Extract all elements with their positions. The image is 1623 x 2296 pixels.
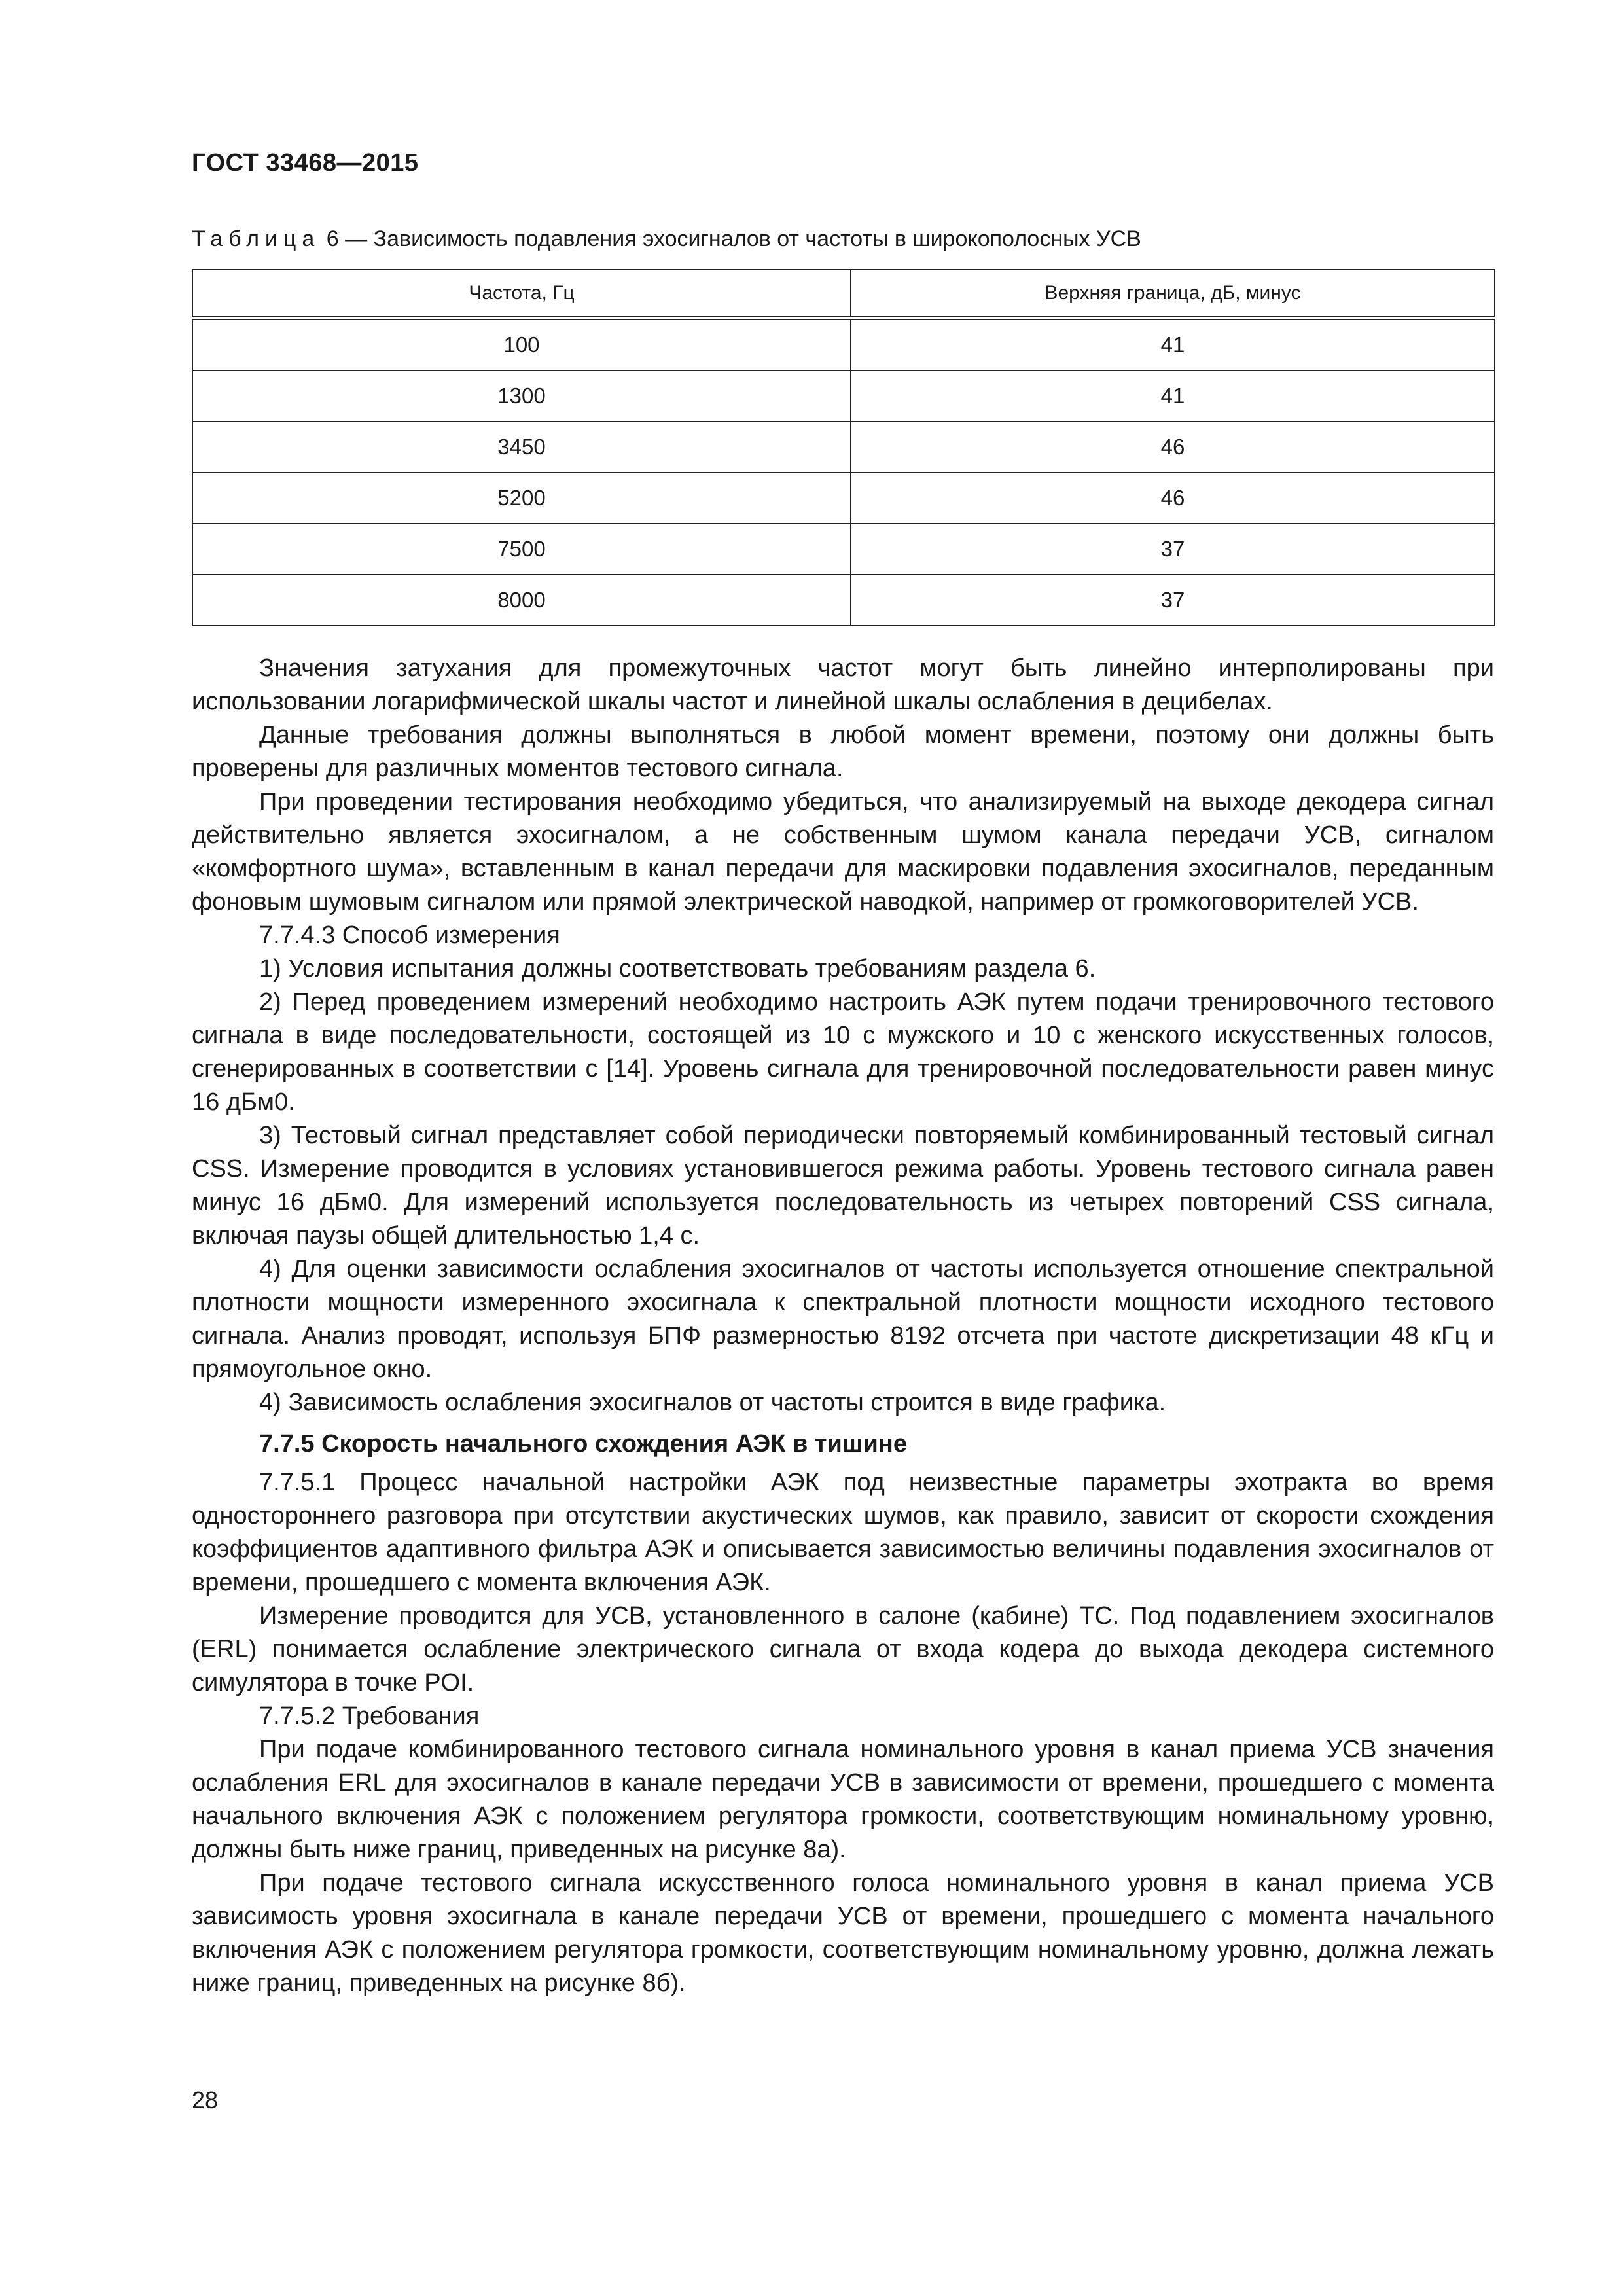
frequency-cell: 100 xyxy=(192,318,851,370)
table-row xyxy=(192,575,1495,626)
list-item-4-graph: 4) Зависимость ослабления эхосигналов от частоты строится в виде графика. xyxy=(259,1389,1166,1416)
table-row xyxy=(192,422,1495,473)
list-item-1: 1) Условия испытания должны соответствовать требованиям раздела 6. xyxy=(259,955,1096,982)
paragraph-measurement-erl: Измерение проводится для УСВ, установленного в салоне (кабине) ТС. Под подавлением эхосигналов (ERL) понимается ослабление электрического сигнала от входа кодера до выхода декодера системного симулятора в точке POI. xyxy=(192,1602,1494,1696)
document-code: ГОСТ 33468—2015 xyxy=(192,149,419,177)
frequency-cell: 8000 xyxy=(192,575,851,626)
upper-limit-cell: 41 xyxy=(851,370,1495,422)
upper-limit-cell: 37 xyxy=(851,524,1495,575)
subclause-7-7-4-3: 7.7.4.3 Способ измерения xyxy=(259,922,560,949)
frequency-echo-suppression-table xyxy=(192,269,1495,626)
table-caption-title: 6 — Зависимость подавления эхосигналов от частоты в широкополосных УСВ xyxy=(320,226,1141,251)
section-heading-7-7-5: 7.7.5 Скорость начального схождения АЭК в тишине xyxy=(259,1430,907,1458)
column-header-upper-limit: Верхняя граница, дБ, минус xyxy=(851,270,1495,318)
paragraph-requirement-8b: При подаче тестового сигнала искусственного голоса номинального уровня в канал приема УСВ зависимость уровня эхосигнала в канале передачи УСВ от времени, прошедшего с момента начального включения АЭК с положением регулятора громкости, соответствующим номинальному уровню, должна лежать ниже границ, приведенных на рисунке 8б). xyxy=(192,1869,1494,1997)
list-item-4: 4) Для оценки зависимости ослабления эхосигналов от частоты используется отношение спектральной плотности мощности измеренного эхосигнала к спектральной плотности мощности исходного тестового сигнала. Анализ проводят, используя БПФ размерностью 8192 отсчета при частоте дискретизации 48 кГц и прямоугольное окно. xyxy=(192,1255,1494,1383)
table-row xyxy=(192,370,1495,422)
subclause-7-7-5-1: 7.7.5.1 Процесс начальной настройки АЭК под неизвестные параметры эхотракта во время одностороннего разговора при отсутствии акустических шумов, как правило, зависит от скорости схождения коэффициентов адаптивного фильтра АЭК и описывается зависимостью величины подавления эхосигналов от времени, прошедшего с момента включения АЭК. xyxy=(192,1469,1494,1596)
upper-limit-cell: 37 xyxy=(851,575,1495,626)
upper-limit-cell: 41 xyxy=(851,318,1495,370)
table-caption-label: Таблица xyxy=(192,226,321,251)
paragraph-any-time: Данные требования должны выполняться в любой момент времени, поэтому они должны быть проверены для различных моментов тестового сигнала. xyxy=(192,721,1494,782)
frequency-cell: 5200 xyxy=(192,473,851,524)
upper-limit-cell: 46 xyxy=(851,422,1495,473)
paragraph-interpolation: Значения затухания для промежуточных частот могут быть линейно интерполированы при использовании логарифмической шкалы частот и линейной шкалы ослабления в децибелах. xyxy=(192,655,1494,715)
paragraph-verify-echo: При проведении тестирования необходимо убедиться, что анализируемый на выходе декодера сигнал действительно является эхосигналом, а не собственным шумом канала передачи УСВ, сигналом «комфортного шума», вставленным в канал передачи для маскировки подавления эхосигналов, переданным фоновым шумовым сигналом или прямой электрической наводкой, например от громкоговорителей УСВ. xyxy=(192,788,1494,916)
frequency-cell: 3450 xyxy=(192,422,851,473)
subclause-7-7-5-2: 7.7.5.2 Требования xyxy=(259,1702,480,1730)
paragraph-requirement-8a: При подаче комбинированного тестового сигнала номинального уровня в канал приема УСВ значения ослабления ERL для эхосигналов в канале передачи УСВ в зависимости от времени, прошедшего с момента начального включения АЭК с положением регулятора громкости, соответствующим номинальному уровню, должны быть ниже границ, приведенных на рисунке 8а). xyxy=(192,1736,1494,1863)
table-header-row xyxy=(192,270,1495,318)
list-item-3: 3) Тестовый сигнал представляет собой периодически повторяемый комбинированный тестовый сигнал CSS. Измерение проводится в условиях установившегося режима работы. Уровень тестового сигнала равен минус 16 дБм0. Для измерений используется последовательность из четырех повторений CSS сигнала, включая паузы общей длительностью 1,4 с. xyxy=(192,1122,1494,1249)
upper-limit-cell: 46 xyxy=(851,473,1495,524)
list-item-2: 2) Перед проведением измерений необходимо настроить АЭК путем подачи тренировочного тестового сигнала в виде последовательности, состоящей из 10 с мужского и 10 с женского искусственных голосов, сгенерированных в соответствии с [14]. Уровень сигнала для тренировочной последовательности равен минус 16 дБм0. xyxy=(192,988,1494,1116)
frequency-cell: 7500 xyxy=(192,524,851,575)
table-row xyxy=(192,473,1495,524)
column-header-frequency: Частота, Гц xyxy=(192,270,851,318)
page-number: 28 xyxy=(192,2087,219,2113)
body-text xyxy=(192,652,1494,2000)
table-caption xyxy=(192,226,1141,252)
table-row xyxy=(192,318,1495,370)
frequency-cell: 1300 xyxy=(192,370,851,422)
table-row xyxy=(192,524,1495,575)
